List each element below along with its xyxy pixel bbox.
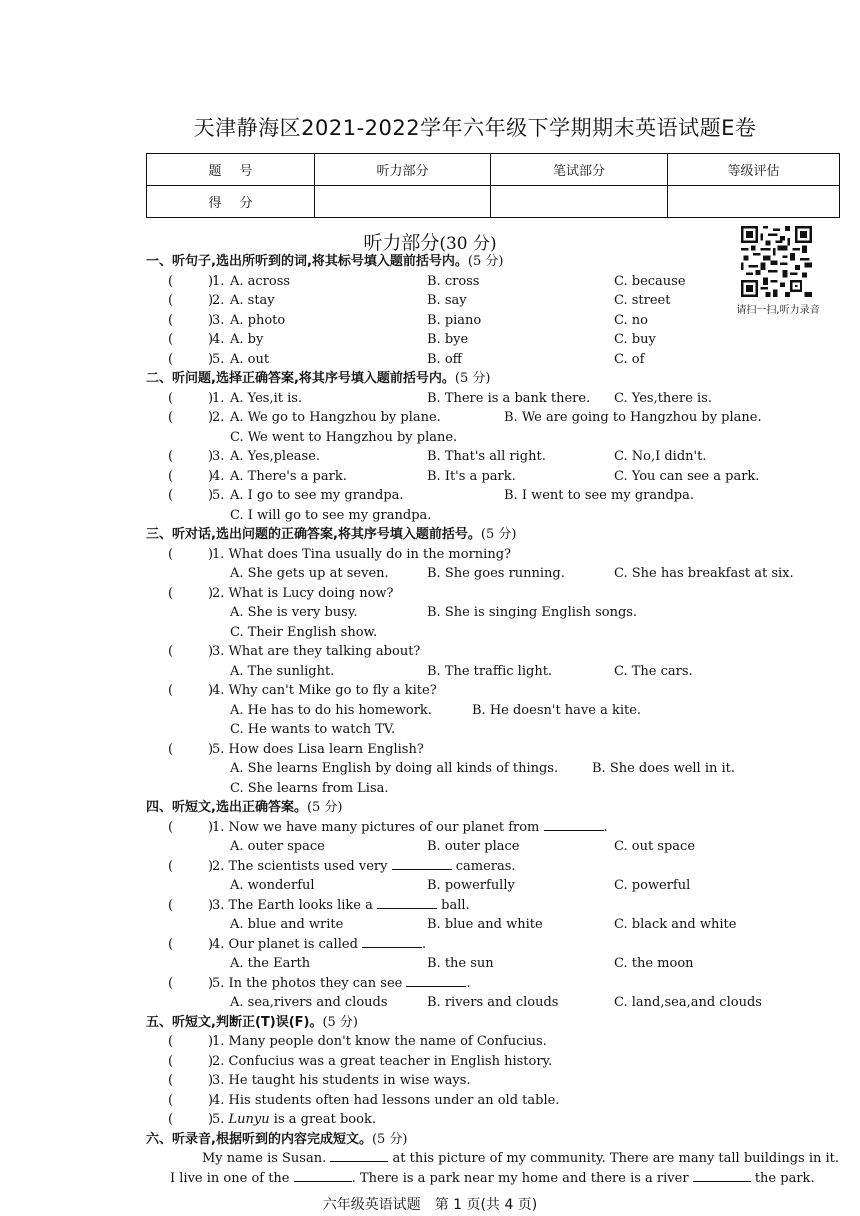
s3-question-5-options — [146, 759, 846, 779]
answer-paren-open: ( — [168, 273, 174, 289]
section-3-points: (5 分) — [480, 527, 517, 542]
s2-question-5-cont — [146, 506, 846, 526]
option-b: B. I went to see my grandpa. — [504, 488, 694, 503]
question-number: 4. — [212, 332, 225, 347]
stem-text: 4. Our planet is called — [212, 936, 358, 952]
answer-paren-open: ( — [168, 546, 174, 562]
answer-paren-open: ( — [168, 819, 174, 835]
s2-question-2-cont — [146, 428, 846, 448]
section-6-heading-text: 六、听录音,根据听到的内容完成短文。 — [146, 1131, 372, 1147]
score-table-score-label: 得分 — [147, 186, 315, 218]
answer-paren-open: ( — [168, 1034, 174, 1049]
option-a: A. by — [230, 332, 264, 347]
statement-text: 1. Many people don't know the name of Confucius. — [212, 1034, 547, 1049]
section-4-heading-text: 四、听短文,选出正确答案。 — [146, 800, 307, 815]
stem-end: . — [422, 936, 427, 952]
option-c: C. no — [614, 312, 648, 328]
section-2-points: (5 分) — [454, 371, 491, 386]
option-a: A. She gets up at seven. — [230, 566, 389, 581]
option-b: B. There is a bank there. — [427, 390, 591, 406]
option-a: A. wonderful — [230, 878, 315, 893]
answer-paren-open: ( — [168, 975, 174, 991]
s4-question-1-options — [146, 837, 846, 857]
fill-blank[interactable] — [392, 857, 452, 870]
s1-question-1 — [146, 272, 846, 292]
question-number: 1. — [212, 390, 225, 406]
option-a: A. across — [230, 273, 291, 289]
passage-segment: I live in one of the — [170, 1170, 290, 1186]
option-b: B. She is singing English songs. — [427, 605, 638, 620]
option-c: C. She has breakfast at six. — [614, 566, 794, 581]
option-a: A. Yes,it is. — [230, 390, 303, 406]
option-b: B. blue and white — [427, 917, 543, 932]
option-c: C. We went to Hangzhou by plane. — [230, 429, 458, 445]
answer-paren-close: ) — [208, 897, 214, 913]
option-a: A. out — [230, 351, 270, 367]
option-b: B. That's all right. — [427, 449, 546, 464]
s1-question-2 — [146, 291, 846, 311]
option-a: A. outer space — [230, 839, 325, 854]
passage-segment: the park. — [754, 1170, 815, 1186]
statement-number: 5. — [212, 1112, 225, 1127]
fill-blank[interactable] — [362, 935, 422, 948]
answer-paren-close: ) — [208, 1053, 214, 1069]
question-stem: 2. What is Lucy doing now? — [212, 585, 394, 601]
stem-end: . — [466, 975, 471, 991]
s3-question-1-options — [146, 564, 846, 584]
question-stem — [212, 896, 470, 916]
answer-paren-close: ) — [208, 1073, 214, 1088]
answer-paren-close: ) — [208, 273, 214, 289]
option-a: A. There's a park. — [230, 468, 347, 484]
option-c: C. No,I didn't. — [614, 449, 707, 464]
section-5-points: (5 分) — [322, 1014, 359, 1030]
option-c: C. Yes,there is. — [614, 390, 712, 406]
answer-paren-close: ) — [208, 858, 214, 874]
stem-end: cameras. — [455, 858, 516, 874]
score-cell-written[interactable] — [491, 186, 668, 218]
s5-question-3 — [146, 1071, 846, 1091]
option-c: C. of — [614, 351, 645, 367]
question-stem — [212, 818, 608, 838]
s6-passage-line-1 — [146, 1149, 846, 1169]
score-cell-grade[interactable] — [668, 186, 840, 218]
stem-text: 1. Now we have many pictures of our planet from — [212, 819, 540, 835]
section-5-heading — [146, 1013, 846, 1033]
option-b: B. He doesn't have a kite. — [472, 702, 642, 718]
section-2-heading-text: 二、听问题,选择正确答案,将其序号填入题前括号内。 — [146, 371, 455, 386]
fill-blank[interactable] — [693, 1169, 751, 1182]
option-c: C. because — [614, 273, 686, 289]
answer-paren-close: ) — [208, 975, 214, 991]
statement-rest: is a great book. — [269, 1112, 376, 1127]
answer-paren-close: ) — [208, 644, 214, 659]
section-1-points: (5 分) — [467, 254, 504, 269]
option-b: B. say — [427, 293, 467, 308]
answer-paren-close: ) — [208, 332, 214, 347]
s3-question-2-options-cont — [146, 623, 846, 643]
answer-paren-open: ( — [168, 1073, 174, 1088]
s1-question-3 — [146, 311, 846, 331]
answer-paren-open: ( — [168, 293, 174, 308]
answer-paren-close: ) — [208, 410, 214, 425]
stem-text: 3. The Earth looks like a — [212, 897, 373, 913]
s5-question-5 — [146, 1110, 846, 1130]
option-c: C. buy — [614, 332, 656, 347]
answer-paren-close: ) — [208, 449, 214, 464]
option-a: A. The sunlight. — [230, 663, 335, 679]
s4-question-1 — [146, 818, 846, 838]
s2-question-5 — [146, 486, 846, 506]
answer-paren-open: ( — [168, 332, 174, 347]
question-number: 2. — [212, 293, 225, 308]
answer-paren-close: ) — [208, 819, 214, 835]
question-number: 5. — [212, 351, 225, 367]
s1-question-4 — [146, 330, 846, 350]
answer-paren-open: ( — [168, 741, 174, 757]
listening-points: (30 分) — [439, 234, 497, 254]
s2-question-4 — [146, 467, 846, 487]
s3-question-4-options-cont — [146, 720, 846, 740]
answer-paren-open: ( — [168, 644, 174, 659]
option-a: A. the Earth — [230, 956, 311, 971]
option-c: C. She learns from Lisa. — [230, 780, 389, 796]
option-c: C. powerful — [614, 878, 691, 893]
s4-question-4 — [146, 935, 846, 955]
answer-paren-close: ) — [208, 741, 214, 757]
s2-question-1 — [146, 389, 846, 409]
s2-question-2 — [146, 408, 846, 428]
section-3-heading — [146, 525, 846, 545]
s4-question-5 — [146, 974, 846, 994]
answer-paren-open: ( — [168, 585, 174, 601]
answer-paren-close: ) — [208, 936, 214, 952]
s6-passage-line-2 — [146, 1169, 846, 1189]
page-footer: 六年级英语试题 第 1 页(共 4 页) — [322, 1197, 538, 1213]
section-6-heading — [146, 1130, 846, 1150]
option-b: B. rivers and clouds — [427, 995, 559, 1010]
option-b: B. off — [427, 351, 462, 367]
option-c: C. I will go to see my grandpa. — [230, 507, 432, 523]
listening-section-title — [0, 228, 860, 255]
option-c: C. land,sea,and clouds — [614, 995, 762, 1010]
score-table-header-grade: 等级评估 — [668, 154, 840, 186]
fill-blank[interactable] — [294, 1169, 352, 1182]
qr-caption: 请扫一扫,听力录音 — [736, 305, 820, 316]
answer-paren-open: ( — [168, 468, 174, 484]
answer-paren-close: ) — [208, 546, 214, 562]
passage-segment: . There is a park near my home and there is a river — [351, 1170, 689, 1186]
option-a: A. blue and write — [230, 917, 344, 932]
question-number: 3. — [212, 312, 225, 328]
s3-question-5 — [146, 740, 846, 760]
answer-paren-close: ) — [208, 293, 214, 308]
fill-blank[interactable] — [330, 1149, 388, 1162]
option-c: C. The cars. — [614, 663, 693, 679]
s4-question-5-options — [146, 993, 846, 1013]
answer-paren-close: ) — [208, 1092, 214, 1108]
s3-question-3-options — [146, 662, 846, 682]
listening-title-text: 听力部分 — [363, 232, 440, 254]
option-b: B. the sun — [427, 956, 494, 971]
option-c: C. black and white — [614, 917, 737, 932]
statement-text: 3. He taught his students in wise ways. — [212, 1073, 471, 1088]
option-b: B. powerfully — [427, 878, 515, 893]
option-a: A. We go to Hangzhou by plane. — [230, 410, 441, 425]
score-cell-listening[interactable] — [315, 186, 491, 218]
option-b: B. She goes running. — [427, 566, 565, 581]
exam-content — [146, 252, 846, 1188]
answer-paren-close: ) — [208, 488, 214, 503]
question-stem — [212, 974, 471, 994]
answer-paren-open: ( — [168, 410, 174, 425]
section-5-heading-text: 五、听短文,判断正(T)误(F)。 — [146, 1014, 323, 1030]
answer-paren-open: ( — [168, 351, 174, 367]
book-title: Lunyu — [228, 1112, 270, 1127]
passage-text — [170, 1169, 815, 1189]
s3-question-5-options-cont — [146, 779, 846, 799]
statement-text — [212, 1110, 376, 1130]
exam-title: 天津静海区2021-2022学年六年级下学期期末英语试题E卷 — [193, 116, 757, 140]
option-c: C. Their English show. — [230, 624, 378, 640]
option-b: B. The traffic light. — [427, 663, 553, 679]
question-stem: 3. What are they talking about? — [212, 644, 421, 659]
option-c: C. street — [614, 293, 671, 308]
option-b: B. We are going to Hangzhou by plane. — [504, 410, 762, 425]
option-b: B. It's a park. — [427, 468, 516, 484]
passage-text — [202, 1149, 839, 1169]
option-c: C. the moon — [614, 956, 694, 971]
passage-segment: at this picture of my community. There are many tall buildings in it. — [392, 1151, 840, 1166]
s5-question-4 — [146, 1091, 846, 1111]
s5-question-1 — [146, 1032, 846, 1052]
statement-text: 4. His students often had lessons under an old table. — [212, 1092, 560, 1108]
s5-question-2 — [146, 1052, 846, 1072]
section-3-heading-text: 三、听对话,选出问题的正确答案,将其序号填入题前括号。 — [146, 527, 481, 542]
s3-question-2-options — [146, 603, 846, 623]
answer-paren-open: ( — [168, 683, 174, 698]
s2-question-3 — [146, 447, 846, 467]
answer-paren-close: ) — [208, 585, 214, 601]
score-table-header-number: 题号 — [147, 154, 315, 186]
answer-paren-open: ( — [168, 488, 174, 503]
option-c: C. You can see a park. — [614, 468, 760, 484]
answer-paren-open: ( — [168, 936, 174, 952]
answer-paren-open: ( — [168, 312, 174, 328]
option-b: B. cross — [427, 273, 480, 289]
passage-segment: My name is Susan. — [202, 1151, 327, 1166]
answer-paren-close: ) — [208, 390, 214, 406]
s4-question-3 — [146, 896, 846, 916]
statement-text: 2. Confucius was a great teacher in English history. — [212, 1053, 553, 1069]
question-number: 5. — [212, 488, 225, 503]
answer-paren-open: ( — [168, 1053, 174, 1069]
option-a: A. I go to see my grandpa. — [230, 488, 404, 503]
s4-question-2 — [146, 857, 846, 877]
option-b: B. bye — [427, 332, 469, 347]
question-stem — [212, 935, 426, 955]
answer-paren-close: ) — [208, 351, 214, 367]
question-number: 3. — [212, 449, 225, 464]
answer-paren-open: ( — [168, 449, 174, 464]
section-1-heading — [146, 252, 846, 272]
option-b: B. outer place — [427, 839, 520, 854]
answer-paren-open: ( — [168, 1112, 174, 1127]
answer-paren-close: ) — [208, 312, 214, 328]
option-a: A. She is very busy. — [230, 605, 358, 620]
stem-end: ball. — [441, 897, 470, 913]
option-a: A. photo — [230, 312, 286, 328]
s4-question-2-options — [146, 876, 846, 896]
s1-question-5 — [146, 350, 846, 370]
answer-paren-close: ) — [208, 683, 214, 698]
question-number: 1. — [212, 273, 225, 289]
score-table-header-listening: 听力部分 — [315, 154, 491, 186]
option-b: B. piano — [427, 312, 482, 328]
s4-question-4-options — [146, 954, 846, 974]
answer-paren-close: ) — [208, 1034, 214, 1049]
option-b: B. She does well in it. — [592, 761, 736, 776]
option-c: C. He wants to watch TV. — [230, 722, 396, 737]
answer-paren-open: ( — [168, 858, 174, 874]
s3-question-4 — [146, 681, 846, 701]
option-a: A. He has to do his homework. — [230, 702, 432, 718]
section-4-points: (5 分) — [306, 800, 343, 815]
score-table-header-written: 笔试部分 — [491, 154, 668, 186]
answer-paren-open: ( — [168, 1092, 174, 1108]
s3-question-3 — [146, 642, 846, 662]
option-c: C. out space — [614, 839, 696, 854]
answer-paren-open: ( — [168, 390, 174, 406]
fill-blank[interactable] — [406, 974, 466, 987]
option-a: A. Yes,please. — [230, 449, 321, 464]
option-a: A. She learns English by doing all kinds of things. — [230, 761, 559, 776]
stem-end: . — [603, 819, 608, 835]
answer-paren-close: ) — [208, 468, 214, 484]
question-number: 4. — [212, 468, 225, 484]
question-stem: 5. How does Lisa learn English? — [212, 741, 424, 757]
section-1-heading-text: 一、听句子,选出所听到的词,将其标号填入题前括号内。 — [146, 254, 468, 269]
s3-question-1 — [146, 545, 846, 565]
answer-paren-open: ( — [168, 897, 174, 913]
s3-question-2 — [146, 584, 846, 604]
stem-text: 2. The scientists used very — [212, 858, 388, 874]
s4-question-3-options — [146, 915, 846, 935]
option-a: A. stay — [230, 293, 275, 308]
stem-text: 5. In the photos they can see — [212, 975, 403, 991]
question-number: 2. — [212, 410, 225, 425]
section-4-heading — [146, 798, 846, 818]
s3-question-4-options — [146, 701, 846, 721]
section-6-points: (5 分) — [371, 1131, 408, 1147]
question-stem: 1. What does Tina usually do in the morning? — [212, 546, 511, 562]
fill-blank[interactable] — [544, 818, 604, 831]
fill-blank[interactable] — [377, 896, 437, 909]
option-a: A. sea,rivers and clouds — [230, 995, 388, 1010]
score-table — [146, 153, 840, 218]
question-stem: 4. Why can't Mike go to fly a kite? — [212, 683, 437, 698]
answer-paren-close: ) — [208, 1112, 214, 1127]
section-2-heading — [146, 369, 846, 389]
question-stem — [212, 857, 516, 877]
